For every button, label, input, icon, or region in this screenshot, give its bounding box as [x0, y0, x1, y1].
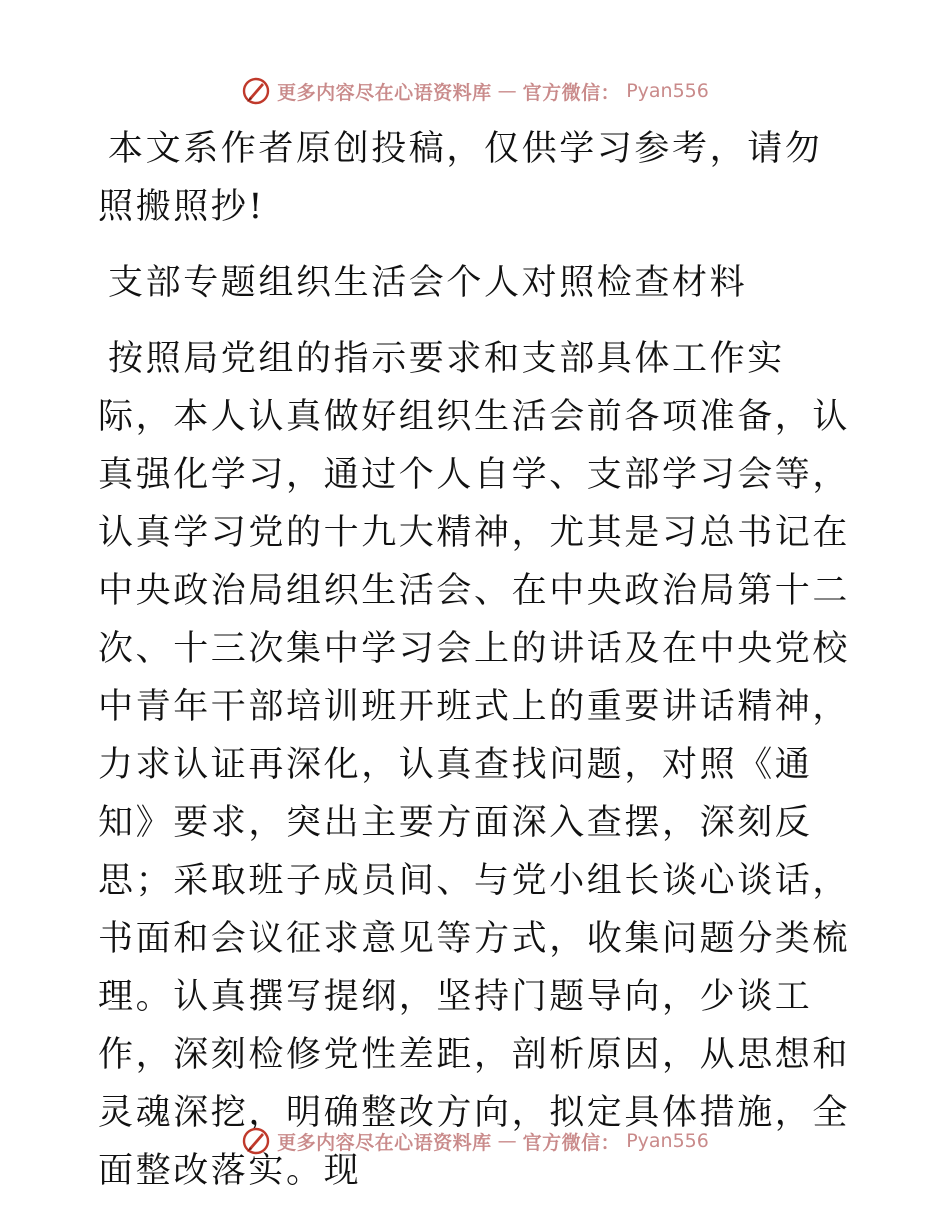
- watermark-text: 更多内容尽在心语资料库: [277, 1131, 492, 1154]
- watermark-wechat-label: 官方微信：: [522, 1131, 621, 1154]
- watermark-account: Pyan556: [626, 1130, 709, 1152]
- watermark-wechat-label: 官方微信：: [522, 81, 621, 104]
- document-content: [98, 120, 854, 1200]
- watermark-text: 更多内容尽在心语资料库: [277, 81, 492, 104]
- quill-pen-circle-icon: [241, 1126, 271, 1156]
- watermark-separator: —: [497, 1130, 517, 1152]
- watermark-separator: —: [497, 80, 517, 102]
- copyright-notice: 本文系作者原创投稿，仅供学习参考，请勿照搬照抄!: [98, 129, 823, 227]
- document-title: 支部专题组织生活会个人对照检查材料: [108, 263, 748, 303]
- watermark-account: Pyan556: [626, 80, 709, 102]
- header-watermark: [0, 74, 950, 108]
- quill-pen-circle-icon: [241, 76, 271, 106]
- footer-watermark: [0, 1124, 950, 1158]
- document-body-paragraph: 按照局党组的指示要求和支部具体工作实际，本人认真做好组织生活会前各项准备，认真强化学习，通过个人自学、支部学习会等，认真学习党的十九大精神，尤其是习总书记在中央政治局组织生活会、在中央政治局第十二次、十三次集中学习会上的讲话及在中央党校中青年干部培训班开班式上的重要讲话精神，力求认证再深化，认真查找问题，对照《通知》要求，突出主要方面深入查摆，深刻反思；采取班子成员间、与党小组长谈心谈话，书面和会议征求意见等方式，收集问题分类梳理。认真撰写提纲，坚持门题导向，少谈工作，深刻检修党性差距，剖析原因，从思想和灵魂深挖，明确整改方向，拟定具体措施，全面整改落实。现: [98, 339, 851, 1191]
